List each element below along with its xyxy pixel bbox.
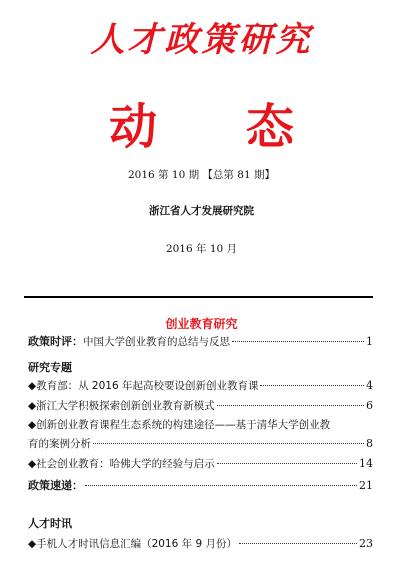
dot-leader xyxy=(239,543,357,544)
toc-heading-talent: 人才时讯 xyxy=(28,517,72,530)
toc-label: 政策时评： xyxy=(28,335,83,348)
toc-page-number: 1 xyxy=(366,335,373,348)
dot-leader xyxy=(217,463,357,464)
dot-leader xyxy=(232,341,364,342)
toc-page-number: 21 xyxy=(359,479,373,492)
masthead-title: 人才政策研究 xyxy=(90,20,313,60)
toc-entry-text: ◆浙江大学积极探索创新创业教育新模式 xyxy=(28,400,215,412)
organization-name: 浙江省人才发展研究院 xyxy=(149,205,254,217)
toc-entry[interactable] xyxy=(28,456,373,471)
toc-entry-text[interactable]: ◆创新创业教育课程生态系统的构建途径——基于清华大学创业教 xyxy=(28,419,331,431)
toc-entry-text: ◆社会创业教育：哈佛大学的经验与启示 xyxy=(28,458,215,470)
masthead-subtitle: 动 态 xyxy=(109,99,330,155)
toc-entry[interactable] xyxy=(28,378,373,393)
divider-line xyxy=(24,296,373,298)
toc-entry-text-continued: 育的案例分析 xyxy=(28,438,91,450)
dot-leader xyxy=(85,485,357,486)
toc-entry-policy-express[interactable] xyxy=(28,477,373,493)
dot-leader xyxy=(217,405,364,406)
toc-entry-text: ◆教育部：从 2016 年起高校要设创新创业教育课 xyxy=(28,380,259,392)
toc-page-number: 4 xyxy=(366,379,373,392)
toc-entry[interactable] xyxy=(28,536,373,551)
toc-entry-text: 中国大学创业教育的总结与反思 xyxy=(83,336,230,348)
issue-number: 2016 第 10 期 【总第 81 期】 xyxy=(128,169,275,181)
dot-leader xyxy=(93,443,364,444)
toc-page-number: 6 xyxy=(366,399,373,412)
publication-date: 2016 年 10 月 xyxy=(165,243,238,255)
toc-page-number: 23 xyxy=(359,537,373,550)
toc-entry[interactable] xyxy=(28,436,373,451)
toc-entry-text: ◆手机人才时讯信息汇编（2016 年 9 月份） xyxy=(28,538,237,550)
toc-heading-research: 研究专题 xyxy=(28,361,72,374)
toc-entry[interactable] xyxy=(28,398,373,413)
toc-label: 政策速递： xyxy=(28,479,83,492)
dot-leader xyxy=(260,385,364,386)
toc-page-number: 8 xyxy=(366,437,373,450)
toc-entry-policy-comment[interactable] xyxy=(28,333,373,349)
section-title: 创业教育研究 xyxy=(165,317,238,331)
toc-page-number: 14 xyxy=(359,457,373,470)
